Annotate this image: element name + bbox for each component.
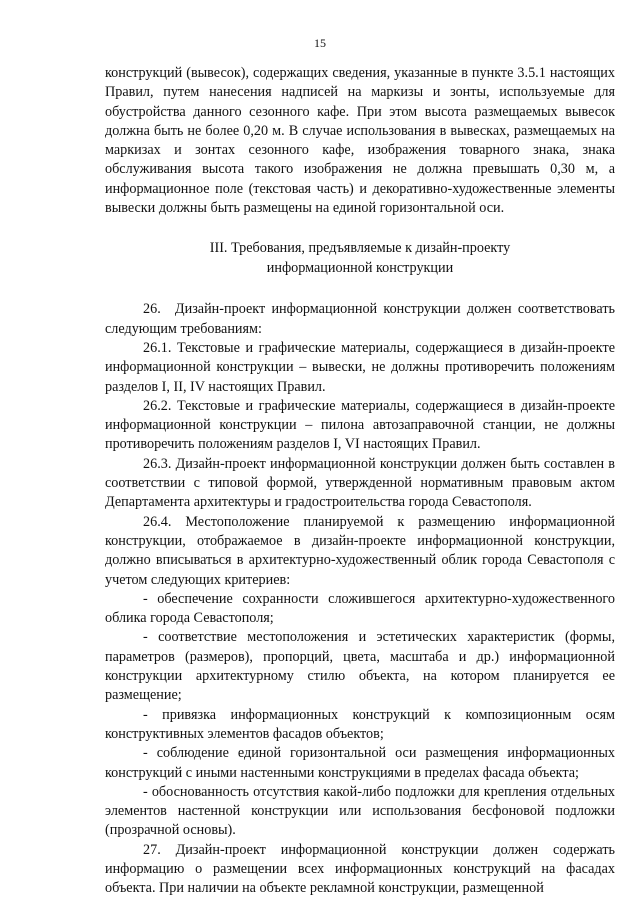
paragraph-27: 27. Дизайн-проект информационной конструкции должен содержать информацию о размещении всех информационных конструкций на фасадах объекта. При наличии на объекте рекламной конструкции, размещенной xyxy=(105,841,615,897)
paragraph-26-4: 26.4. Местоположение планируемой к размещению информационной конструкции, отображаемое в дизайн-проекте информационной конструкции, должно вписываться в архитектурно-художественный облик города Севастополя с учетом следующих критериев: xyxy=(105,513,615,588)
criterion-item: - привязка информационных конструкций к композиционным осям конструктивных элементов фасадов объектов; xyxy=(105,706,615,742)
paragraph-26-1: 26.1. Текстовые и графические материалы, содержащиеся в дизайн-проекте информационной конструкции – вывески, не должны противоречить положениям разделов I, II, IV настоящих Правил. xyxy=(105,339,615,395)
criterion-item: - соответствие местоположения и эстетических характеристик (формы, параметров (размеров), пропорций, цвета, масштаба и др.) информационной конструкции архитектурному стилю объекта, на котором планируется ее размещение; xyxy=(105,629,615,704)
criterion-item: - обеспечение сохранности сложившегося архитектурно-художественного облика города Севастополя; xyxy=(105,590,615,627)
section-heading-line-2: информационной конструкции xyxy=(266,260,454,277)
paragraph-26-2: 26.2. Текстовые и графические материалы, содержащиеся в дизайн-проекте информационной конструкции – пилона автозаправочной станции, не должны противоречить положениям разделов I, VI настоящих Правил. xyxy=(105,397,615,453)
page-number: 15 xyxy=(314,36,326,50)
paragraph-continuation: конструкций (вывесок), содержащих сведения, указанные в пункте 3.5.1 настоящих Правил, путем нанесения надписей на маркизы и зонты, используемые для обустройства данного сезонного кафе. При этом высота размещаемых вывесок должна быть не более 0,20 м. В случае использования в вывесках, размещаемых на маркизах и зонтах сезонного кафе, изображения товарного знака, знака обслуживания высота такого изображения не должна превышать 0,30 м, а информационное поле (текстовая часть) и декоративно-художественные элементы вывески должны быть размещены на единой горизонтальной оси. xyxy=(105,65,615,217)
criterion-item: - соблюдение единой горизонтальной оси размещения информационных конструкций с иными настенными конструкциями в пределах фасада объекта; xyxy=(105,745,615,781)
section-heading-line-1: III. Требования, предъявляемые к дизайн-проекту xyxy=(209,240,511,257)
section-heading xyxy=(105,238,615,278)
paragraph-26-3: 26.3. Дизайн-проект информационной конструкции должен быть составлен в соответствии с типовой формой, утвержденной нормативным правовым актом Департамента архитектуры и градостроительства города Севастополя. xyxy=(105,455,615,511)
criterion-item: - обоснованность отсутствия какой-либо подложки для крепления отдельных элементов настенной конструкции или использования бесфоновой подложки (прозрачной основы). xyxy=(105,783,615,839)
paragraph-26: 26. Дизайн-проект информационной конструкции должен соответствовать следующим требованиям: xyxy=(105,301,615,337)
document-body xyxy=(105,64,615,899)
